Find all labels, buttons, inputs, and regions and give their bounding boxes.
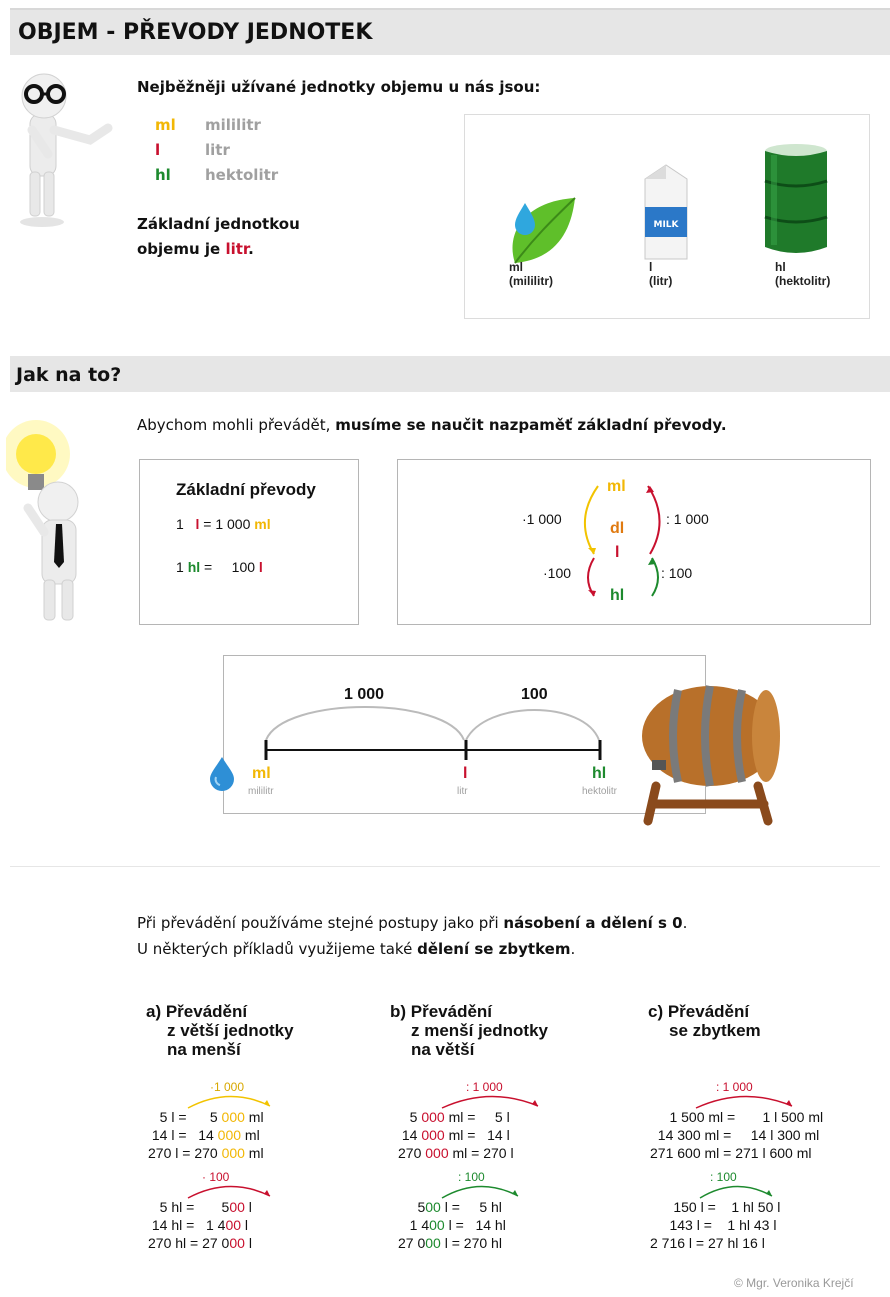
unit-abbr-hl: hl <box>155 166 171 184</box>
img-abbr-hl: hl <box>775 260 786 274</box>
column-c-heading <box>648 1002 761 1040</box>
column-a-heading <box>146 1002 294 1059</box>
units-list <box>155 113 278 188</box>
base-unit-word: litr <box>225 240 249 258</box>
ladder-mul-1000: ·1 000 <box>522 511 562 527</box>
tick-ml: ml <box>252 765 271 782</box>
section3-paragraph <box>137 910 687 962</box>
unit-row-l <box>155 138 278 163</box>
col-c-h1: c) Převádění <box>648 1002 750 1021</box>
p2-bold: dělení se zbytkem <box>417 940 571 958</box>
img-label-l <box>649 260 672 288</box>
col-a-h3: na menší <box>167 1040 241 1059</box>
conversion-ladder-box <box>397 459 871 625</box>
col-a-block1: 5 l = 5 000 ml 14 l = 14 000 ml 270 l = 270 000 ml <box>148 1109 264 1161</box>
milk-carton-text: MILK <box>653 220 679 230</box>
lightbulb-figure-illustration <box>6 412 106 627</box>
basic-line1-u1: l <box>195 516 200 532</box>
basic-line1-a: 1 <box>176 516 184 532</box>
basic-line2-eq: = <box>204 559 213 575</box>
units-intro: Nejběžněji užívané jednotky objemu u nás jsou: <box>137 78 541 96</box>
footer-copyright: © Mgr. Veronika Krejčí <box>734 1276 854 1290</box>
base-unit-prefix: objemu je <box>137 240 226 258</box>
section2-intro <box>137 416 727 434</box>
ladder-div-100: : 100 <box>661 565 693 581</box>
milk-carton-icon <box>639 163 693 261</box>
base-unit-dot: . <box>248 240 254 258</box>
col-b-op1: : 1 000 <box>466 1080 503 1094</box>
ladder-div-1000: : 1 000 <box>666 511 709 527</box>
col-c-h2: se zbytkem <box>669 1021 761 1040</box>
p1-end: . <box>682 914 688 932</box>
unit-row-hl <box>155 163 278 188</box>
basic-line2-u1: hl <box>187 559 201 575</box>
p2-end: . <box>570 940 576 958</box>
unit-abbr-l: l <box>155 141 161 159</box>
tick-litr: litr <box>457 786 468 797</box>
column-b-heading <box>390 1002 548 1059</box>
page-title: OBJEM - PŘEVODY JEDNOTEK <box>18 20 373 45</box>
col-c-op1: : 1 000 <box>716 1080 753 1094</box>
img-name-ml: (mililitr) <box>509 274 553 288</box>
unit-name-l: litr <box>205 141 230 159</box>
img-label-hl <box>775 260 830 288</box>
base-unit-text <box>137 212 300 262</box>
base-unit-line2 <box>137 237 300 262</box>
unit-abbr-ml: ml <box>155 116 176 134</box>
p2 <box>137 936 687 962</box>
unit-name-hl: hektolitr <box>205 166 279 184</box>
unit-row-ml <box>155 113 278 138</box>
leaf-drop-icon <box>505 193 585 269</box>
col-a-op2: · 100 <box>202 1170 230 1184</box>
col-b-h3: na větší <box>411 1040 475 1059</box>
tick-mililitr: mililitr <box>248 786 274 797</box>
col-b-block1: 5 000 ml = 5 l 14 000 ml = 14 l 270 000 ml = 270 l <box>398 1109 514 1161</box>
col-b-block2: 500 l = 5 hl 1 400 l = 14 hl 27 000 l = 270 hl <box>398 1199 506 1251</box>
basic-line-2 <box>176 559 263 575</box>
p1-plain: Při převádění používáme stejné postupy jako při <box>137 914 504 932</box>
p1 <box>137 910 687 936</box>
basic-line2-a: 1 <box>176 559 184 575</box>
col-c-op2: : 100 <box>710 1170 737 1184</box>
base-unit-line1: Základní jednotkou <box>137 215 300 233</box>
img-label-ml <box>509 260 553 288</box>
tick-l: l <box>463 765 468 782</box>
basic-line2-u2: l <box>258 559 263 575</box>
col-a-h1: a) Převádění <box>146 1002 248 1021</box>
col-a-block2: 5 hl = 500 l 14 hl = 1 400 l 270 hl = 27 000 l <box>148 1199 252 1251</box>
img-abbr-ml: ml <box>509 260 524 274</box>
img-abbr-l: l <box>649 260 653 274</box>
arc-label-1000: 1 000 <box>344 686 385 703</box>
col-a-op1: ·1 000 <box>210 1080 245 1094</box>
intro-plain: Abychom mohli převádět, <box>137 416 336 434</box>
presenter-figure-illustration <box>10 66 115 231</box>
section2-title: Jak na to? <box>16 364 122 386</box>
ladder-arrows <box>398 460 872 626</box>
basic-conversions-title: Základní převody <box>176 480 316 499</box>
col-a-h2: z větší jednotky <box>167 1021 294 1040</box>
section-header-jak-na-to <box>10 356 890 392</box>
divider <box>10 866 880 867</box>
ladder-hl: hl <box>610 587 625 604</box>
basic-line2-b: 100 <box>231 559 256 575</box>
basic-line1-u2: ml <box>254 516 271 532</box>
wooden-barrel-icon <box>638 676 783 828</box>
basic-conversions-box <box>139 459 359 625</box>
col-b-h2: z menší jednotky <box>411 1021 548 1040</box>
section-header-objem <box>10 8 890 55</box>
img-name-l: (litr) <box>649 274 673 288</box>
tick-hektolitr: hektolitr <box>582 786 618 797</box>
water-drop-icon <box>208 755 236 791</box>
unit-images-box <box>464 114 870 319</box>
unit-name-ml: mililitr <box>205 116 261 134</box>
tick-hl: hl <box>592 765 607 782</box>
green-barrel-icon <box>763 143 829 255</box>
intro-bold: musíme se naučit nazpaměť základní převody. <box>335 416 727 434</box>
ladder-ml: ml <box>607 478 626 495</box>
unit-line-box <box>223 655 706 814</box>
basic-line1-eq: = 1 000 <box>203 516 251 532</box>
ladder-dl: dl <box>610 520 625 537</box>
ladder-mul-100: ·100 <box>543 565 572 581</box>
img-name-hl: (hektolitr) <box>775 274 831 288</box>
basic-line-1 <box>176 516 271 532</box>
p1-bold: násobení a dělení s 0 <box>503 914 683 932</box>
col-b-op2: : 100 <box>458 1170 485 1184</box>
col-c-block1: 1 500 ml = 1 l 500 ml 14 300 ml = 14 l 300 ml 271 600 ml = 271 l 600 ml <box>650 1109 824 1161</box>
col-b-h1: b) Převádění <box>390 1002 493 1021</box>
ladder-l: l <box>615 544 620 561</box>
col-c-block2: 150 l = 1 hl 50 l 143 l = 1 hl 43 l 2 716 l = 27 hl 16 l <box>650 1199 781 1251</box>
p2-plain: U některých příkladů využijeme také <box>137 940 418 958</box>
arc-label-100: 100 <box>521 686 548 703</box>
